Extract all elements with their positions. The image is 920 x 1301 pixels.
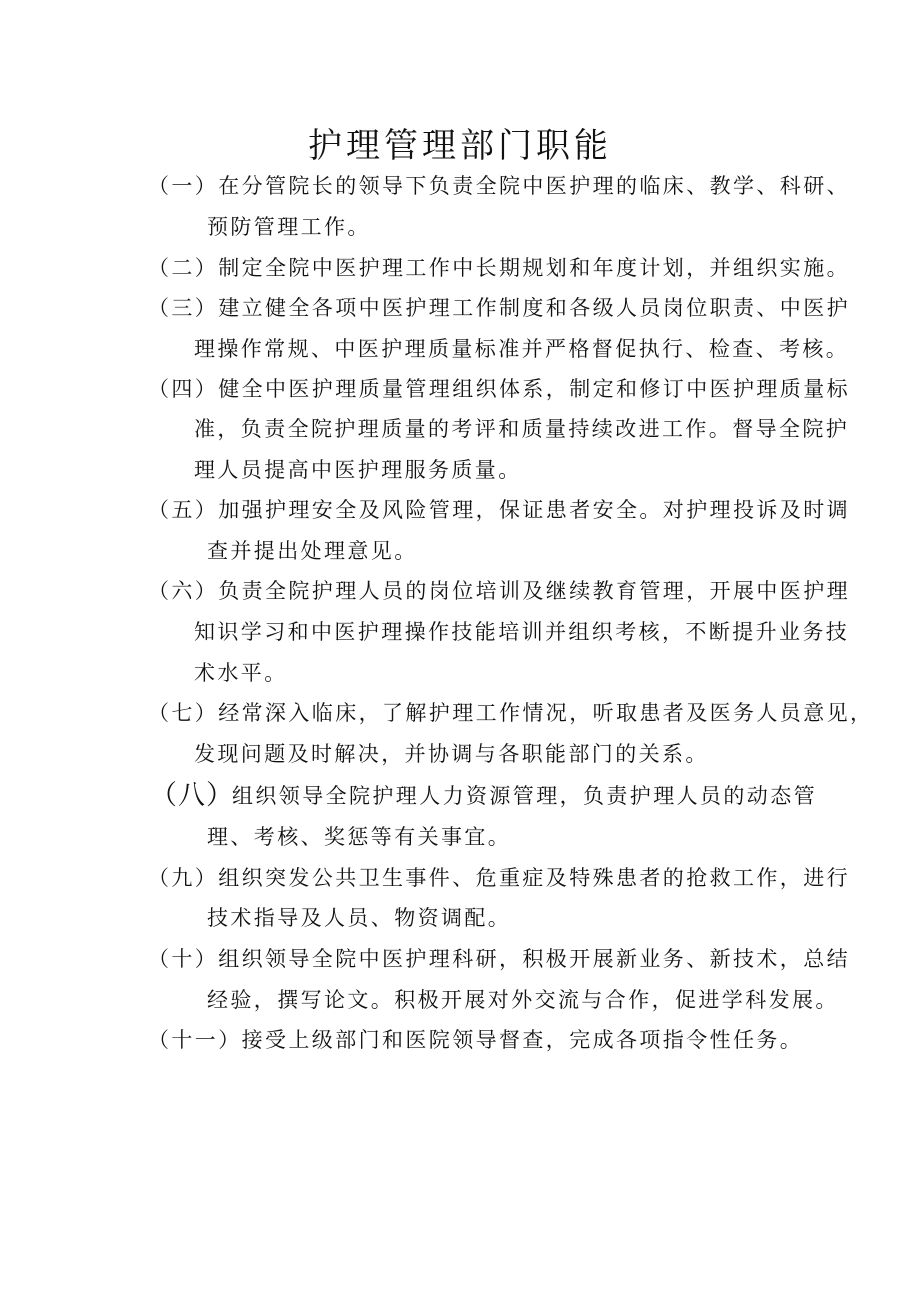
duty-item-9-line-2: 技术指导及人员、物资调配。	[207, 906, 512, 930]
duty-item-8-line-1: 组织领导全院护理人力资源管理，负责护理人员的动态管	[232, 784, 817, 808]
duty-item-6-line-3: 术水平。	[194, 661, 288, 685]
duty-item-4-line-3: 理人员提高中医护理服务质量。	[194, 458, 522, 482]
duty-item-5-line-2: 查并提出处理意见。	[207, 539, 418, 563]
duty-item-1-line-1: （一）在分管院长的领导下负责全院中医护理的临床、教学、科研、	[148, 174, 850, 198]
duty-item-6-line-1: （六）负责全院护理人员的岗位培训及继续教育管理，开展中医护理	[148, 579, 850, 603]
duty-item-2-line-1: （二）制定全院中医护理工作中长期规划和年度计划，并组织实施。	[148, 256, 850, 280]
duty-item-4-line-1: （四）健全中医护理质量管理组织体系，制定和修订中医护理质量标	[148, 377, 850, 401]
duty-item-7-line-2: 发现问题及时解决，并协调与各职能部门的关系。	[194, 742, 709, 766]
duty-item-8-line-2: 理、考核、奖惩等有关事宜。	[207, 825, 512, 849]
duty-item-10-line-2: 经验，撰写论文。积极开展对外交流与合作，促进学科发展。	[207, 988, 839, 1012]
duty-item-8-label: （八）	[150, 780, 234, 811]
page-title: 护理管理部门职能	[308, 126, 612, 166]
duty-item-10-line-1: （十）组织领导全院中医护理科研，积极开展新业务、新技术，总结	[148, 947, 850, 971]
duty-item-1-line-2: 预防管理工作。	[207, 215, 371, 239]
duty-item-6-line-2: 知识学习和中医护理操作技能培训并组织考核，不断提升业务技	[194, 620, 850, 644]
duty-item-9-line-1: （九）组织突发公共卫生事件、危重症及特殊患者的抢救工作，进行	[148, 866, 850, 890]
duty-item-7-line-1: （七）经常深入临床，了解护理工作情况，听取患者及医务人员意见，	[148, 701, 874, 725]
duty-item-3-line-2: 理操作常规、中医护理质量标准并严格督促执行、检查、考核。	[194, 337, 850, 361]
duty-item-5-line-1: （五）加强护理安全及风险管理，保证患者安全。对护理投诉及时调	[148, 498, 850, 522]
duty-item-11-line-1: （十一）接受上级部门和医院领导督查，完成各项指令性任务。	[148, 1028, 804, 1052]
duty-item-3-line-1: （三）建立健全各项中医护理工作制度和各级人员岗位职责、中医护	[148, 296, 850, 320]
duty-item-4-line-2: 准，负责全院护理质量的考评和质量持续改进工作。督导全院护	[194, 417, 850, 441]
